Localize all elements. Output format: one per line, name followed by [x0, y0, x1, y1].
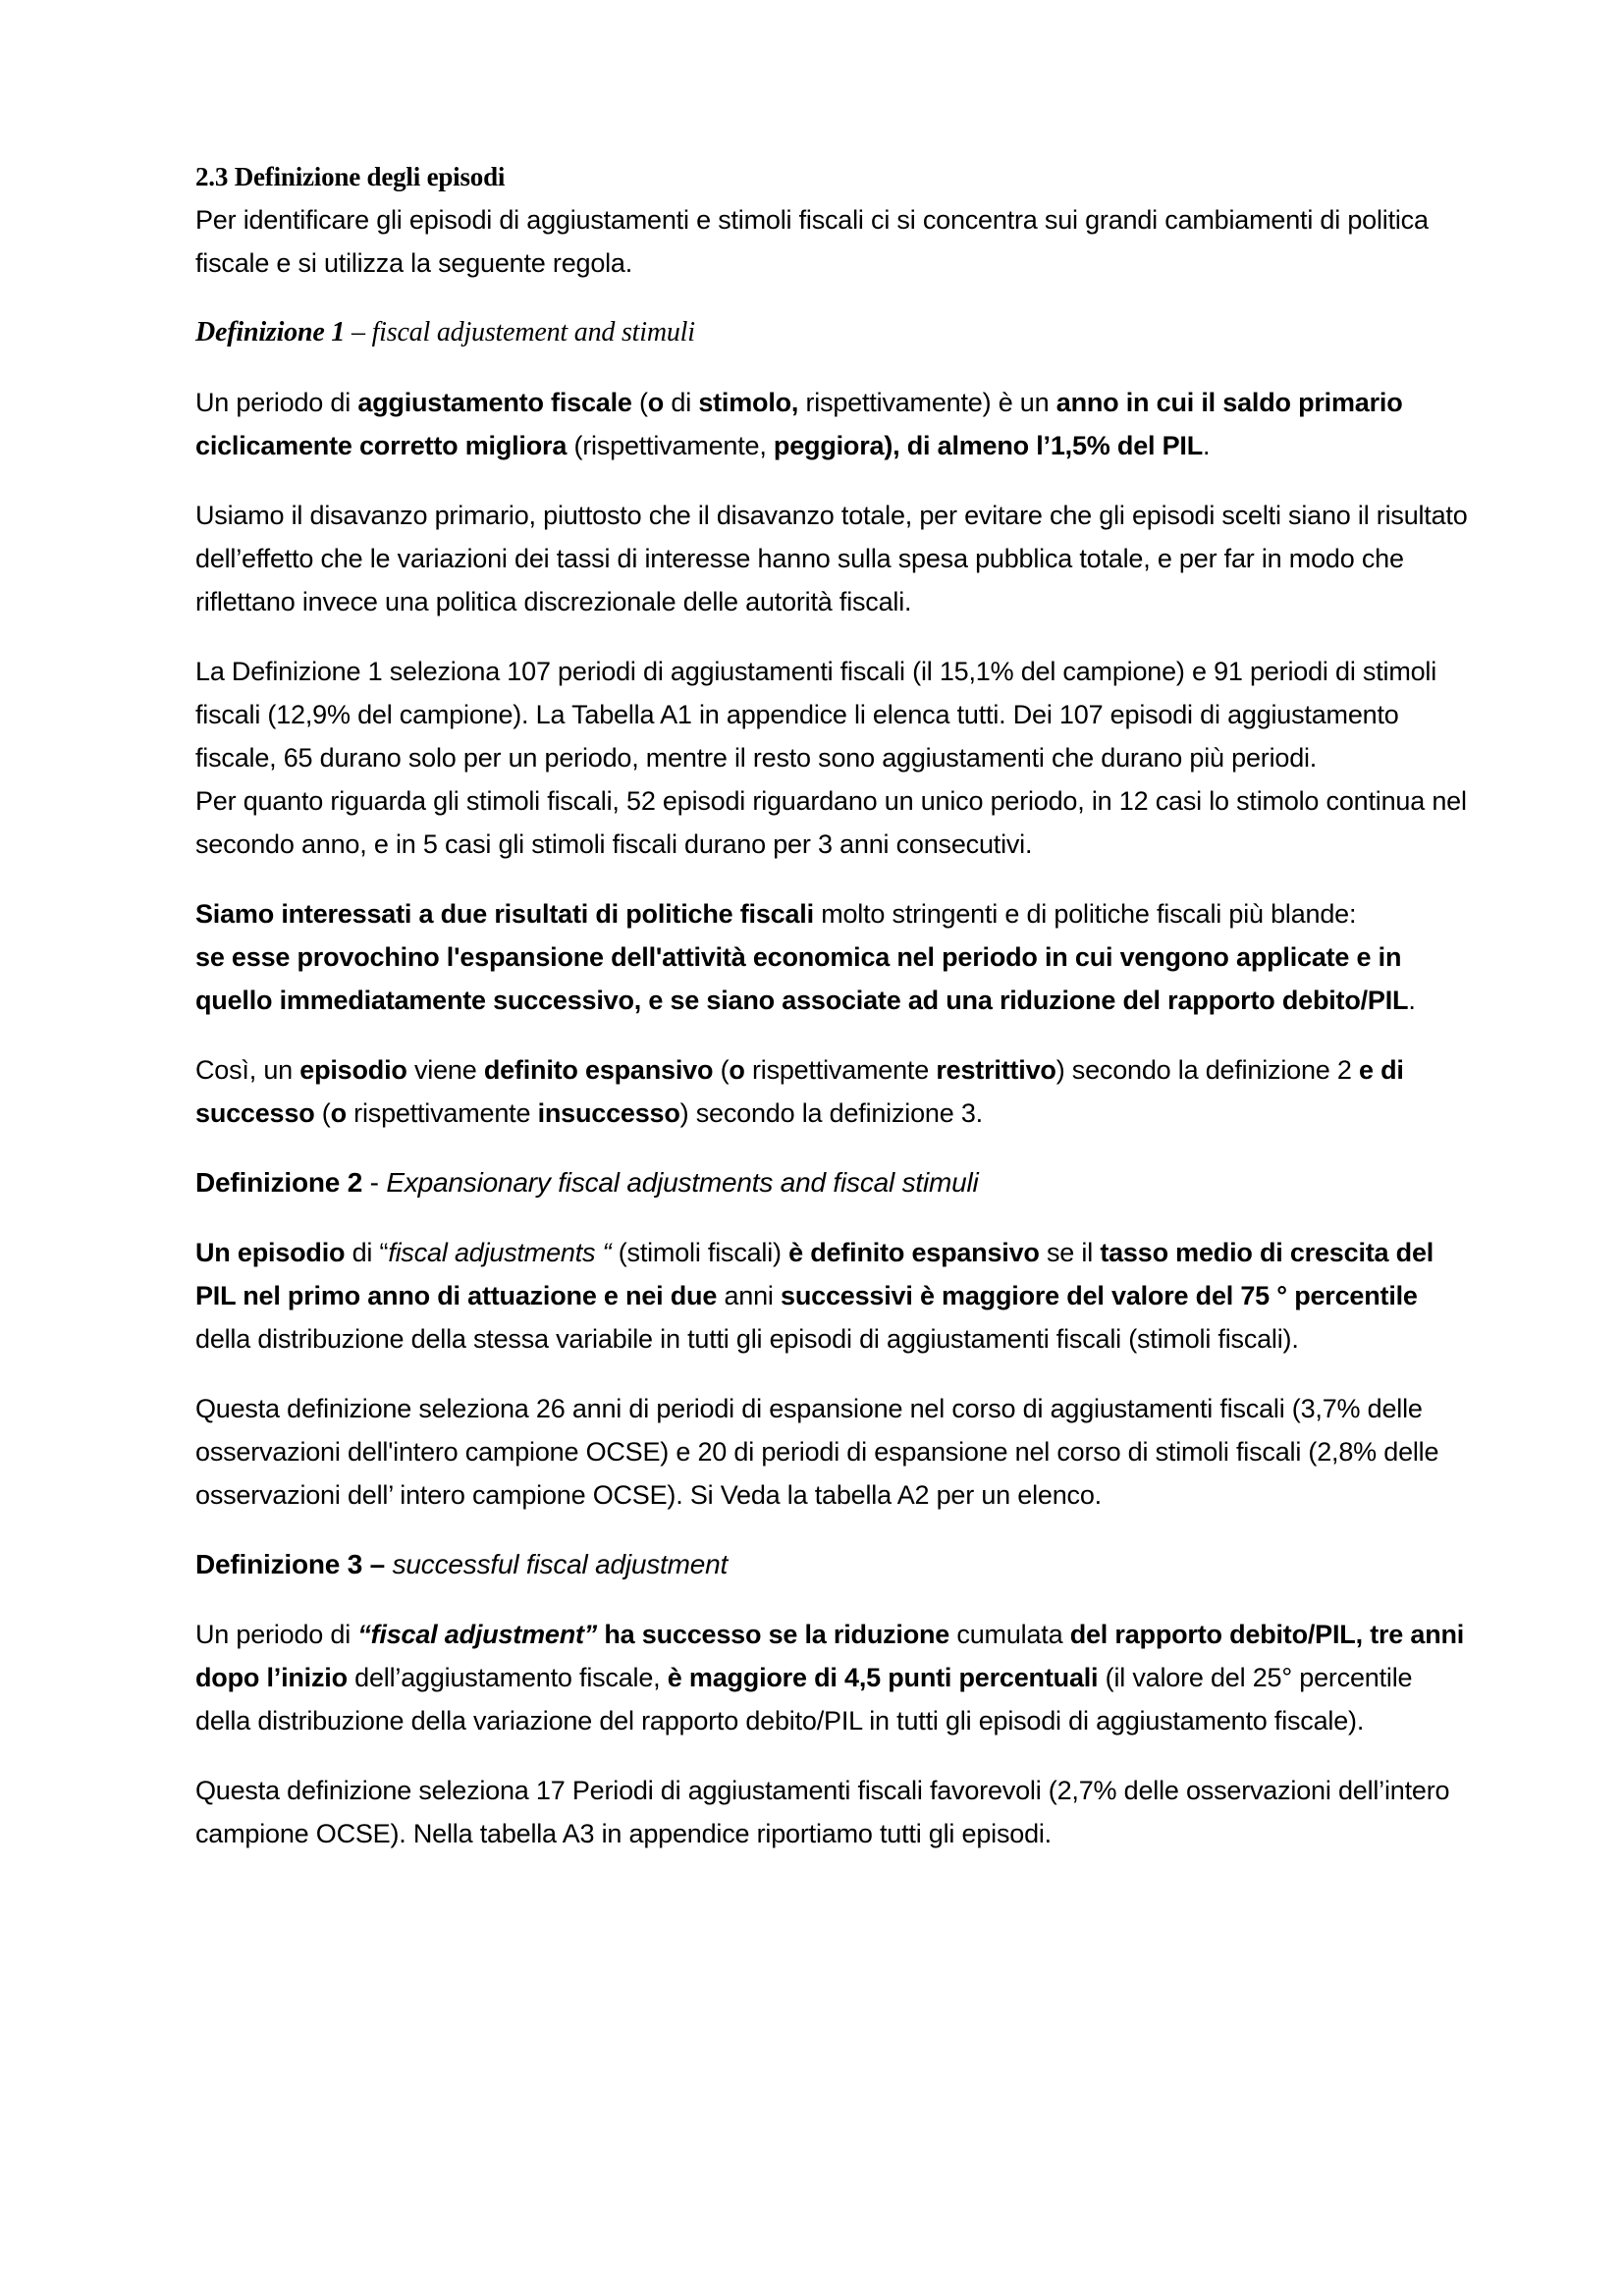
- bold-run: aggiustamento fiscale: [357, 388, 632, 417]
- definition-1-heading: [195, 311, 1472, 354]
- bold-run: o: [729, 1055, 745, 1085]
- bold-run: episodio: [299, 1055, 407, 1085]
- paragraph-disavanzo: Usiamo il disavanzo primario, piuttosto che il disavanzo totale, per evitare che gli episodi scelti siano il risultato dell’effetto che le variazioni dei tassi di interesse hanno sulla spesa pubblica totale, e per far in modo che riflettano invece una politica discrezionale delle autorità fiscali.: [195, 501, 1468, 616]
- bold-run: insuccesso: [537, 1098, 680, 1128]
- text-run: (stimoli fiscali): [611, 1238, 789, 1267]
- bold-run: o: [647, 388, 665, 417]
- definition-2-selection: [195, 1387, 1472, 1517]
- text-run: Un periodo di: [195, 1620, 358, 1649]
- text-run: .: [1203, 431, 1211, 460]
- text-run: di: [664, 388, 699, 417]
- text-run: .: [1408, 986, 1416, 1015]
- italic-run: fiscal adjustments “: [388, 1238, 612, 1267]
- text-run: (: [314, 1098, 331, 1128]
- definition-1-dash: –: [345, 317, 372, 347]
- bold-run: restrittivo: [936, 1055, 1056, 1085]
- text-run: anni: [717, 1281, 782, 1310]
- text-run: (il valore del 25° percentile della distribuzione della variazione del rapporto debito/PIL in tutti gli episodi di aggiustamento fiscale).: [195, 1663, 1413, 1735]
- definition-3-subtitle: successful fiscal adjustment: [392, 1549, 729, 1579]
- bold-run: e di successo: [195, 1055, 1404, 1128]
- paragraph-stimoli: Per quanto riguarda gli stimoli fiscali, 52 episodi riguardano un unico periodo, in 12 casi lo stimolo continua nel secondo anno, e in 5 casi gli stimoli fiscali durano per 3 anni consecutivi.: [195, 786, 1467, 859]
- definition-1-body: [195, 381, 1472, 467]
- text-run: (rispettivamente,: [567, 431, 774, 460]
- definition-2-body: [195, 1231, 1472, 1361]
- text-run: Questa definizione seleziona 26 anni di periodi di espansione nel corso di aggiustamenti fiscali (3,7% delle osservazioni dell'intero campione OCSE) e 20 di periodi di espansione nel corso di stimoli fiscali (2,8% delle: [195, 1394, 1439, 1467]
- bold-run: ha successo se la riduzione: [597, 1620, 950, 1649]
- definition-1-subtitle: fiscal adjustement and stimuli: [371, 317, 695, 347]
- bold-run: Un episodio: [195, 1238, 346, 1267]
- text-run: Un periodo di: [195, 388, 358, 417]
- section-title: 2.3 Definizione degli episodi: [195, 162, 506, 191]
- bold-run: del rapporto debito/PIL, tre anni dopo l’inizio: [195, 1620, 1465, 1692]
- definition-2-heading: [195, 1161, 1472, 1204]
- bold-run: definito espansivo: [483, 1055, 714, 1085]
- bold-run: anno in cui il saldo primario ciclicamente corretto migliora: [195, 388, 1403, 460]
- definition-2-dash: -: [362, 1167, 387, 1198]
- bold-run: Siamo interessati a due risultati di politiche fiscali: [195, 899, 814, 929]
- bold-run: o: [330, 1098, 347, 1128]
- definition-3-label: Definizione 3: [195, 1549, 363, 1579]
- paragraph-cosi: [195, 1048, 1472, 1135]
- text-run: Così, un: [195, 1055, 300, 1085]
- text-run: molto stringenti e di politiche fiscali più blande:: [813, 899, 1357, 929]
- text-run: (: [713, 1055, 730, 1085]
- bold-run: peggiora), di almeno l’1,5% del PIL: [773, 431, 1204, 460]
- text-run: rispettivamente: [346, 1098, 538, 1128]
- text-run: se il: [1039, 1238, 1101, 1267]
- bold-run: se esse provochino l'espansione dell'attività economica nel periodo in cui vengono applicate e in quello immediatamente successivo, e se siano associate ad una riduzione del rapporto debito/PIL: [195, 942, 1409, 1015]
- definition-3-heading: [195, 1543, 1472, 1586]
- text-run: (: [631, 388, 648, 417]
- text-run: cumulata: [949, 1620, 1070, 1649]
- definition-2-subtitle: Expansionary fiscal adjustments and fiscal stimuli: [386, 1167, 979, 1198]
- definition-1-label: Definizione 1: [195, 317, 346, 347]
- text-run: rispettivamente) è un: [798, 388, 1056, 417]
- paragraph-interest: [195, 892, 1472, 1022]
- definition-3-body: [195, 1613, 1472, 1742]
- text-run: ) secondo la definizione 3.: [679, 1098, 983, 1128]
- bold-run: è maggiore di 4,5 punti percentuali: [667, 1663, 1099, 1692]
- bold-run: tasso medio di crescita del PIL nel primo anno di attuazione e nei due: [195, 1238, 1434, 1310]
- bold-italic-run: “fiscal adjustment”: [357, 1620, 598, 1649]
- bold-run: successivi è maggiore del valore del 75 ° percentile: [781, 1281, 1418, 1310]
- text-run: della distribuzione della stessa variabile in tutti gli episodi di aggiustamenti fiscali (stimoli fiscali).: [195, 1324, 1299, 1354]
- definition-2-label: Definizione 2: [195, 1167, 363, 1198]
- page-content: [195, 155, 1472, 1855]
- bold-run: stimolo,: [698, 388, 799, 417]
- text-run: viene: [406, 1055, 484, 1085]
- bold-run: è definito espansivo: [788, 1238, 1040, 1267]
- text-run: rispettivamente: [744, 1055, 937, 1085]
- text-run: dell’aggiustamento fiscale,: [347, 1663, 668, 1692]
- section-intro: Per identificare gli episodi di aggiustamenti e stimoli fiscali ci si concentra sui grandi cambiamenti di politica fiscale e si utilizza la seguente regola.: [195, 205, 1429, 278]
- text-run: di “: [345, 1238, 389, 1267]
- definition-3-dash: –: [362, 1549, 393, 1579]
- text-run: ) secondo la definizione 2: [1055, 1055, 1360, 1085]
- paragraph-definition-1-selection: La Definizione 1 seleziona 107 periodi di aggiustamenti fiscali (il 15,1% del campione) e 91 periodi di stimoli fiscali (12,9% del campione). La Tabella A1 in appendice li elenca tutti. Dei 107 episodi di aggiustamento fiscale, 65 durano solo per un periodo, mentre il resto sono aggiustamenti che durano più periodi.: [195, 657, 1437, 773]
- definition-3-selection: Questa definizione seleziona 17 Periodi di aggiustamenti fiscali favorevoli (2,7% delle osservazioni dell’intero campione OCSE). Nella tabella A3 in appendice riportiamo tutti gli episodi.: [195, 1776, 1450, 1848]
- text-run: osservazioni dell’ intero campione OCSE). Si Veda la tabella A2 per un elenco.: [195, 1480, 1102, 1510]
